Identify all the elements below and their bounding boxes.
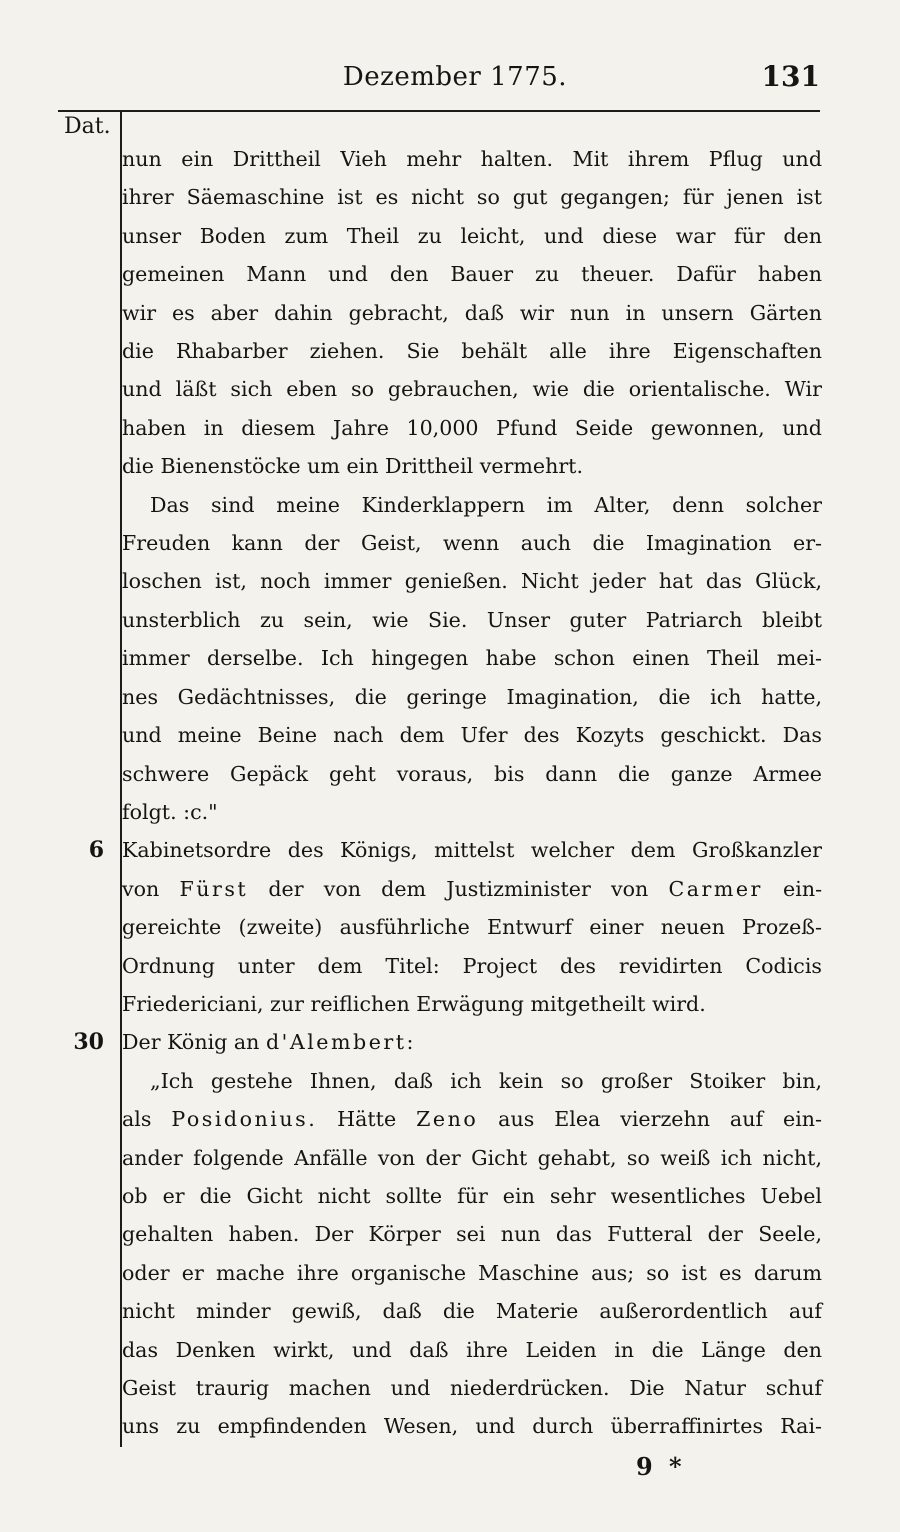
text-line <box>122 1023 822 1061</box>
text-line: „Ich gestehe Ihnen, daß ich kein so großer Stoiker bin, <box>150 1068 822 1093</box>
signature-mark: 9 * <box>636 1452 686 1481</box>
text-fragment: der von dem Justizminister von <box>268 876 649 901</box>
entry-date: 30 <box>73 1029 104 1056</box>
text-line: die Rhabarber ziehen. Sie behält alle ihre Eigenschaften <box>122 339 822 364</box>
person-name: Fürst <box>179 876 249 901</box>
text-line: gemeinen Mann und den Bauer zu theuer. Dafür haben <box>122 262 822 287</box>
person-name: d'Alembert: <box>266 1030 416 1055</box>
text-line: nes Gedächtnisses, die geringe Imagination, die ich hatte, <box>122 684 822 709</box>
letter-continued-paragraph-2 <box>122 486 822 832</box>
person-name: Carmer <box>668 876 763 901</box>
running-title: Dezember 1775. <box>342 62 568 92</box>
date-column-label: Dat. <box>64 114 111 139</box>
text-line: und meine Beine nach dem Ufer des Kozyts geschickt. Das <box>122 723 822 748</box>
text-line: gereichte (zweite) ausführliche Entwurf einer neuen Prozeß- <box>122 915 822 940</box>
text-line: das Denken wirkt, und daß ihre Leiden in die Länge den <box>122 1337 822 1362</box>
text-fragment: von <box>122 876 160 901</box>
text-line: oder er mache ihre organische Maschine aus; so ist es darum <box>122 1260 822 1285</box>
text-line: Friedericiani, zur reiflichen Erwägung mitgetheilt wird. <box>122 991 706 1016</box>
text-line: Ordnung unter dem Titel: Project des revidirten Codicis <box>122 953 822 978</box>
text-line: Das sind meine Kinderklappern im Alter, denn solcher <box>150 492 822 517</box>
text-line: unser Boden zum Theil zu leicht, und diese war für den <box>122 223 822 248</box>
text-line: uns zu empfindenden Wesen, und durch überraffinirtes Rai- <box>122 1414 822 1439</box>
text-line: loschen ist, noch immer genießen. Nicht jeder hat das Glück, <box>122 569 822 594</box>
text-line: nicht minder gewiß, daß die Materie außerordentlich auf <box>122 1299 822 1324</box>
text-line: und läßt sich eben so gebrauchen, wie die orientalische. Wir <box>122 377 822 402</box>
text-line: nun ein Drittheil Vieh mehr halten. Mit ihrem Pflug und <box>122 147 822 171</box>
text-line: Kabinetsordre des Königs, mittelst welcher dem Großkanzler <box>122 838 822 863</box>
text-fragment: aus Elea vierzehn auf ein- <box>498 1107 823 1132</box>
text-line: haben in diesem Jahre 10,000 Pfund Seide gewonnen, und <box>122 415 822 440</box>
body-text <box>73 140 823 1446</box>
person-name: Zeno <box>416 1107 479 1132</box>
header-rule <box>58 110 820 112</box>
entry-date: 6 <box>88 837 104 864</box>
entry-6 <box>88 831 823 1023</box>
text-line: Geist traurig machen und niederdrücken. Die Natur schuf <box>122 1376 822 1400</box>
text-line: Freuden kann der Geist, wenn auch die Imagination er- <box>122 531 822 556</box>
letter-continued-paragraph-1 <box>122 140 822 486</box>
entry-30 <box>73 1023 823 1445</box>
text-line: immer derselbe. Ich hingegen habe schon einen Theil mei- <box>122 646 822 671</box>
text-line: ihrer Säemaschine ist es nicht so gut gegangen; für jenen ist <box>122 185 822 210</box>
text-line: unsterblich zu sein, wie Sie. Unser guter Patriarch bleibt <box>122 607 822 632</box>
text-line: die Bienenstöcke um ein Drittheil vermehrt. <box>122 454 584 479</box>
text-line: schwere Gepäck geht voraus, bis dann die ganze Armee <box>122 761 822 786</box>
text-fragment: ein- <box>783 876 823 901</box>
text-fragment: Der König an <box>122 1030 260 1055</box>
text-line <box>122 1100 822 1138</box>
text-fragment: Hätte <box>337 1107 397 1132</box>
person-name: Posidonius. <box>171 1107 318 1132</box>
text-line: ander folgende Anfälle von der Gicht gehabt, so weiß ich nicht, <box>122 1145 822 1170</box>
text-line: gehalten haben. Der Körper sei nun das Futteral der Seele, <box>122 1222 822 1247</box>
text-line: wir es aber dahin gebracht, daß wir nun in unsern Gärten <box>122 300 822 325</box>
text-fragment: als <box>122 1107 152 1132</box>
page-number: 131 <box>761 60 820 93</box>
text-line <box>122 870 822 908</box>
text-line: ob er die Gicht nicht sollte für ein sehr wesentliches Uebel <box>122 1183 822 1208</box>
text-line: folgt. :c." <box>122 799 218 824</box>
